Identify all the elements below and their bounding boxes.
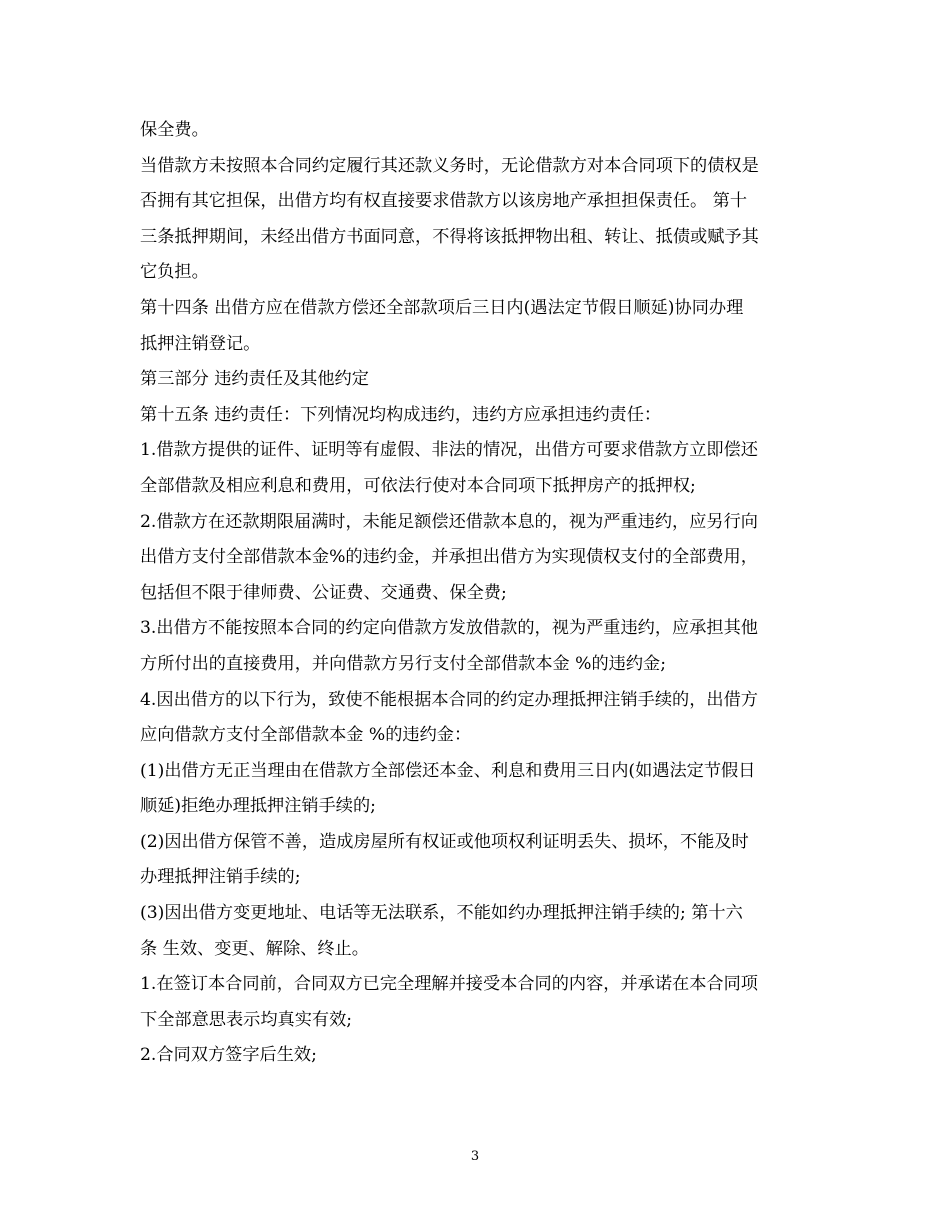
section-heading: 第三部分 违约责任及其他约定 <box>140 369 369 390</box>
text-line: 第十四条 出借方应在借款方偿还全部款项后三日内(遇法定节假日顺延)协同办理 <box>140 297 744 318</box>
text-line: 4.因出借方的以下行为，致使不能根据本合同的约定办理抵押注销手续的，出借方 <box>140 689 758 710</box>
document-body <box>140 113 830 1074</box>
text-line: 下全部意思表示均真实有效; <box>140 1009 353 1030</box>
text-line: 第十五条 违约责任：下列情况均构成违约，违约方应承担违约责任： <box>140 404 662 425</box>
page-number: 3 <box>470 1149 480 1164</box>
text-line: (2)因出借方保管不善，造成房屋所有权证或他项权利证明丢失、损坏，不能及时 <box>140 831 749 852</box>
text-line: 3.出借方不能按照本合同的约定向借款方发放借款的，视为严重违约，应承担其他 <box>140 618 758 639</box>
text-line: 1.借款方提供的证件、证明等有虚假、非法的情况，出借方可要求借款方立即偿还 <box>140 440 758 461</box>
text-line: 2.合同双方签字后生效; <box>140 1045 317 1066</box>
text-line: 否拥有其它担保，出借方均有权直接要求借款方以该房地产承担担保责任。 第十 <box>140 191 748 212</box>
text-line: 抵押注销登记。 <box>140 333 261 354</box>
text-line: 出借方支付全部借款本金%的违约金，并承担出借方为实现债权支付的全部费用， <box>140 547 758 568</box>
text-line: 三条抵押期间，未经出借方书面同意，不得将该抵押物出租、转让、抵债或赋予其 <box>140 226 759 247</box>
text-line: 2.借款方在还款期限届满时，未能足额偿还借款本息的，视为严重违约，应另行向 <box>140 511 758 532</box>
text-line: 方所付出的直接费用，并向借款方另行支付全部借款本金 %的违约金; <box>140 653 667 674</box>
text-line: 包括但不限于律师费、公证费、交通费、保全费; <box>140 582 507 603</box>
text-line: 办理抵押注销手续的; <box>140 867 301 888</box>
text-line: (1)出借方无正当理由在借款方全部偿还本金、利息和费用三日内(如遇法定节假日 <box>140 760 756 781</box>
text-line: (3)因出借方变更地址、电话等无法联系，不能如约办理抵押注销手续的; 第十六 <box>140 903 743 924</box>
text-line: 应向借款方支付全部借款本金 %的违约金： <box>140 725 472 746</box>
text-line: 它负担。 <box>140 262 209 283</box>
text-line: 条 生效、变更、解除、终止。 <box>140 938 369 959</box>
text-line: 全部借款及相应利息和费用，可依法行使对本合同项下抵押房产的抵押权; <box>140 475 696 496</box>
text-line: 保全费。 <box>140 120 209 140</box>
text-line: 当借款方未按照本合同约定履行其还款义务时，无论借款方对本合同项下的债权是 <box>140 155 759 176</box>
text-line: 顺延)拒绝办理抵押注销手续的; <box>140 796 376 817</box>
text-line: 1.在签订本合同前，合同双方已完全理解并接受本合同的内容，并承诺在本合同项 <box>140 974 758 995</box>
